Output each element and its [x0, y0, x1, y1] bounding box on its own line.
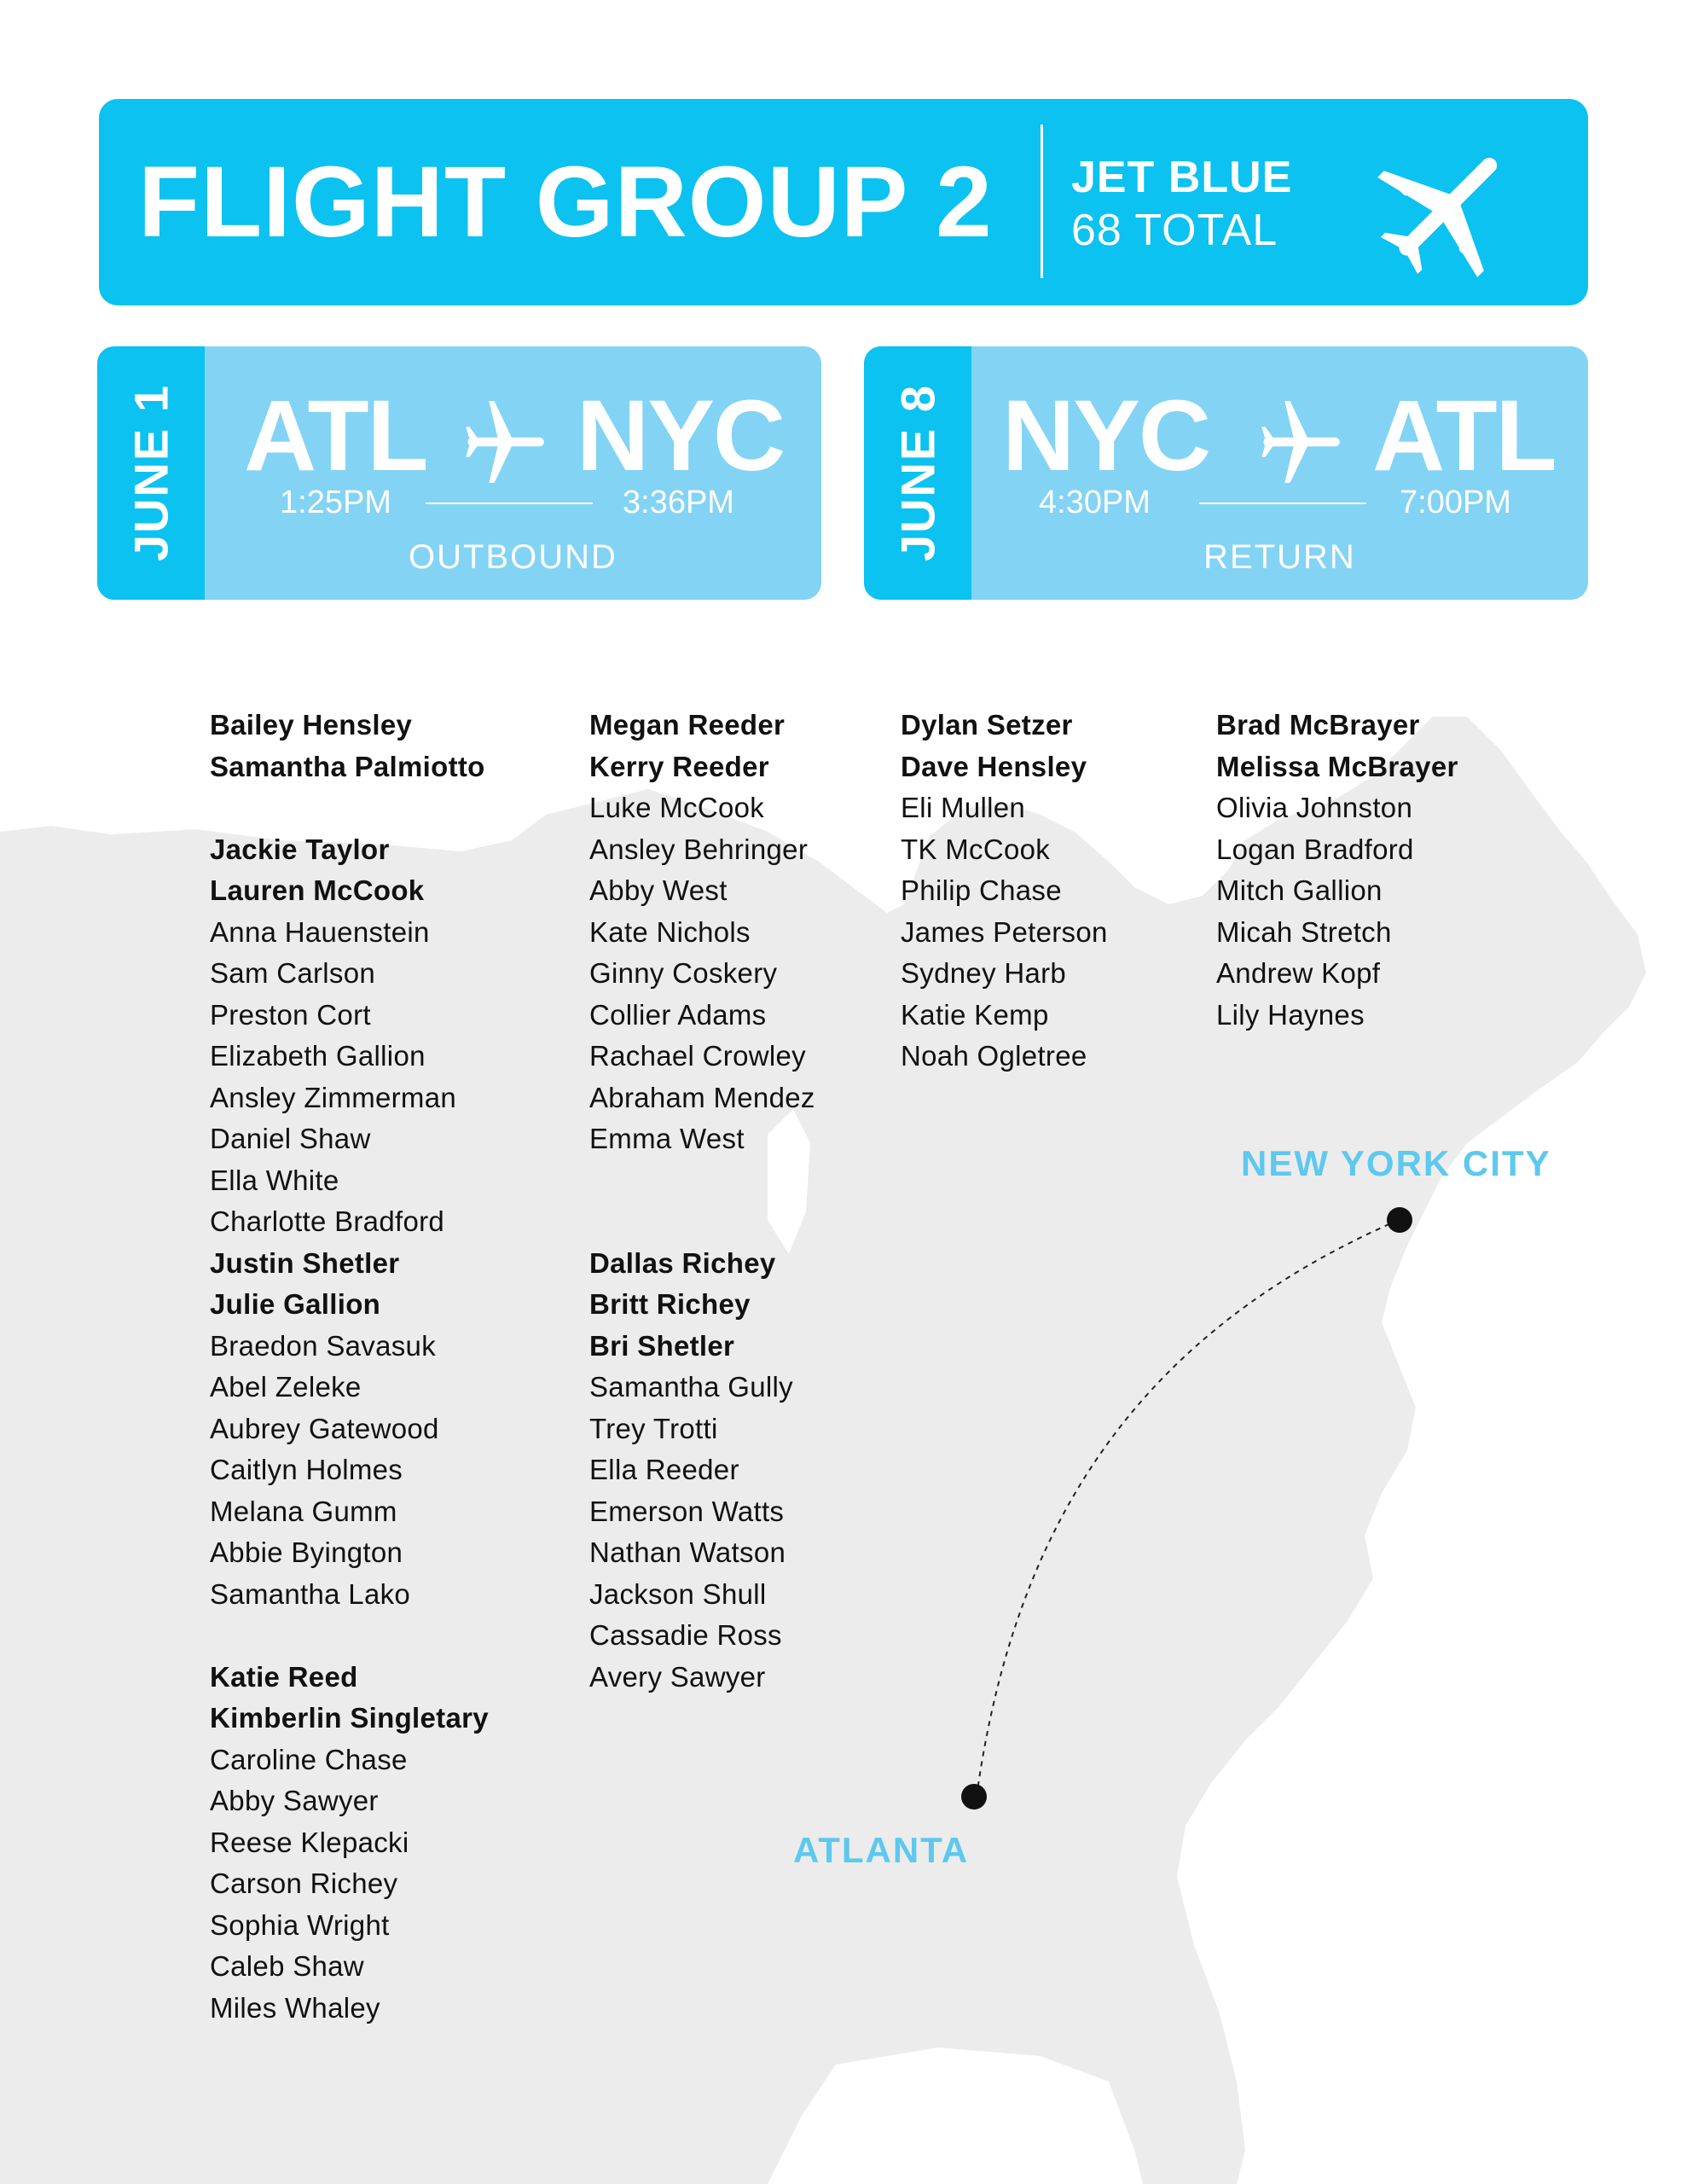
passenger-name: Ansley Behringer	[589, 833, 809, 865]
outbound-label: OUTBOUND	[409, 538, 617, 576]
passenger-name: Abraham Mendez	[589, 1081, 815, 1113]
passenger-name: Abby Sawyer	[210, 1785, 379, 1816]
outbound-arrive-time: 3:36PM	[623, 485, 734, 520]
passenger-column-4	[1216, 705, 1458, 1036]
passenger-name: Caleb Shaw	[210, 1950, 364, 1982]
passenger-name: Kate Nichols	[589, 915, 751, 948]
passenger-name: Noah Ogletree	[901, 1040, 1087, 1072]
passenger-name-lead: Bri Shetler	[589, 1329, 735, 1362]
group-title: FLIGHT GROUP 2	[138, 146, 993, 258]
passenger-name-lead: Jackie Taylor	[210, 833, 390, 865]
passenger-name: Ansley Zimmerman	[210, 1081, 457, 1113]
passenger-name: Micah Stretch	[1216, 915, 1392, 948]
passenger-name: Jackson Shull	[589, 1577, 767, 1610]
passenger-column-2	[589, 705, 815, 1698]
passenger-name: Andrew Kopf	[1216, 957, 1381, 989]
passenger-total: 68 TOTAL	[1071, 206, 1278, 255]
list-spacer	[210, 1615, 489, 1657]
passenger-name: Philip Chase	[901, 874, 1062, 906]
passenger-name: Luke McCook	[589, 792, 765, 823]
outbound-date: JUNE 1	[124, 383, 178, 562]
passenger-name-lead: Justin Shetler	[210, 1246, 400, 1279]
passenger-name: Samantha Lako	[210, 1577, 411, 1610]
passenger-name-lead: Dave Hensley	[901, 750, 1087, 782]
passenger-name-lead: Bailey Hensley	[210, 709, 413, 741]
passenger-name: Lily Haynes	[1216, 998, 1365, 1031]
passenger-name: Charlotte Bradford	[210, 1205, 445, 1237]
origin-marker	[961, 1784, 987, 1809]
destination-city-label: NEW YORK CITY	[1241, 1143, 1551, 1183]
passenger-name: Anna Hauenstein	[210, 915, 430, 948]
passenger-name-lead: Brad McBrayer	[1216, 709, 1420, 741]
return-origin: NYC	[1002, 380, 1210, 492]
passenger-name: Sydney Harb	[901, 957, 1067, 989]
airplane-icon	[1255, 398, 1343, 486]
passenger-name: Aubrey Gatewood	[210, 1412, 439, 1444]
time-divider-line	[426, 502, 593, 504]
passenger-name: Logan Bradford	[1216, 833, 1414, 865]
passenger-name: Trey Trotti	[589, 1412, 718, 1444]
passenger-name-lead: Julie Gallion	[210, 1288, 381, 1320]
passenger-name-lead: Dylan Setzer	[901, 709, 1073, 741]
passenger-name: Caroline Chase	[210, 1743, 408, 1775]
passenger-name: Samantha Gully	[589, 1371, 793, 1403]
return-destination: ATL	[1372, 380, 1556, 492]
passenger-name: Elizabeth Gallion	[210, 1040, 426, 1072]
passenger-name: Braedon Savasuk	[210, 1329, 437, 1362]
passenger-name: Avery Sawyer	[589, 1660, 766, 1693]
airplane-icon	[459, 398, 548, 486]
passenger-name: Miles Whaley	[210, 1991, 380, 2024]
list-spacer	[589, 1201, 815, 1243]
outbound-depart-time: 1:25PM	[280, 485, 391, 520]
outbound-origin: ATL	[244, 380, 427, 492]
passenger-name: James Peterson	[901, 915, 1108, 948]
passenger-name-lead: Britt Richey	[589, 1288, 751, 1320]
return-date: JUNE 8	[890, 383, 945, 562]
outbound-date-strip	[97, 346, 205, 600]
passenger-name: Daniel Shaw	[210, 1123, 371, 1154]
passenger-name-lead: Lauren McCook	[210, 874, 425, 906]
passenger-name: Reese Klepacki	[210, 1826, 409, 1858]
passenger-name: Collier Adams	[589, 998, 767, 1031]
passenger-name: Melana Gumm	[210, 1495, 397, 1527]
origin-city-label: ATLANTA	[793, 1830, 970, 1870]
passenger-name: Emma West	[589, 1123, 745, 1154]
passenger-name: Ella Reeder	[589, 1454, 739, 1485]
passenger-name-lead: Kimberlin Singletary	[210, 1702, 489, 1734]
airplane-icon	[1359, 133, 1530, 287]
outbound-ticket	[97, 346, 821, 600]
passenger-name-lead: Dallas Richey	[589, 1246, 776, 1279]
time-divider-line	[1199, 502, 1366, 504]
list-spacer	[589, 1160, 815, 1202]
passenger-name: Ginny Coskery	[589, 957, 778, 989]
passenger-name: Abbie Byington	[210, 1536, 403, 1568]
passenger-name: Rachael Crowley	[589, 1040, 806, 1072]
passenger-name: Sophia Wright	[210, 1908, 390, 1941]
list-spacer	[210, 787, 489, 829]
passenger-name-lead: Katie Reed	[210, 1660, 358, 1693]
header-divider	[1041, 125, 1043, 278]
passenger-column-3	[901, 705, 1108, 1077]
passenger-name: Carson Richey	[210, 1867, 398, 1899]
return-date-strip	[864, 346, 971, 600]
return-arrive-time: 7:00PM	[1400, 485, 1511, 520]
outbound-destination: NYC	[577, 380, 785, 492]
passenger-name: Abby West	[589, 874, 728, 906]
passenger-name: Katie Kemp	[901, 998, 1049, 1031]
passenger-name: TK McCook	[901, 833, 1051, 865]
passenger-name: Preston Cort	[210, 998, 371, 1031]
passenger-name-lead: Megan Reeder	[589, 709, 786, 741]
passenger-name: Abel Zeleke	[210, 1371, 362, 1403]
flight-group-header	[99, 99, 1588, 305]
passenger-column-1	[210, 705, 489, 2029]
destination-marker	[1387, 1207, 1412, 1233]
passenger-name-lead: Kerry Reeder	[589, 750, 769, 782]
passenger-name: Eli Mullen	[901, 792, 1026, 823]
return-label: RETURN	[1203, 538, 1356, 576]
return-ticket	[864, 346, 1588, 600]
passenger-name: Emerson Watts	[589, 1495, 785, 1527]
passenger-name-lead: Melissa McBrayer	[1216, 750, 1458, 782]
passenger-name: Nathan Watson	[589, 1536, 786, 1568]
passenger-name: Sam Carlson	[210, 957, 376, 989]
passenger-name: Ella White	[210, 1164, 339, 1196]
return-depart-time: 4:30PM	[1039, 485, 1151, 520]
airline-name: JET BLUE	[1071, 153, 1293, 202]
passenger-name: Mitch Gallion	[1216, 874, 1383, 906]
passenger-name: Caitlyn Holmes	[210, 1454, 403, 1485]
passenger-name: Olivia Johnston	[1216, 792, 1413, 823]
passenger-name: Cassadie Ross	[589, 1619, 782, 1651]
passenger-name-lead: Samantha Palmiotto	[210, 750, 485, 782]
